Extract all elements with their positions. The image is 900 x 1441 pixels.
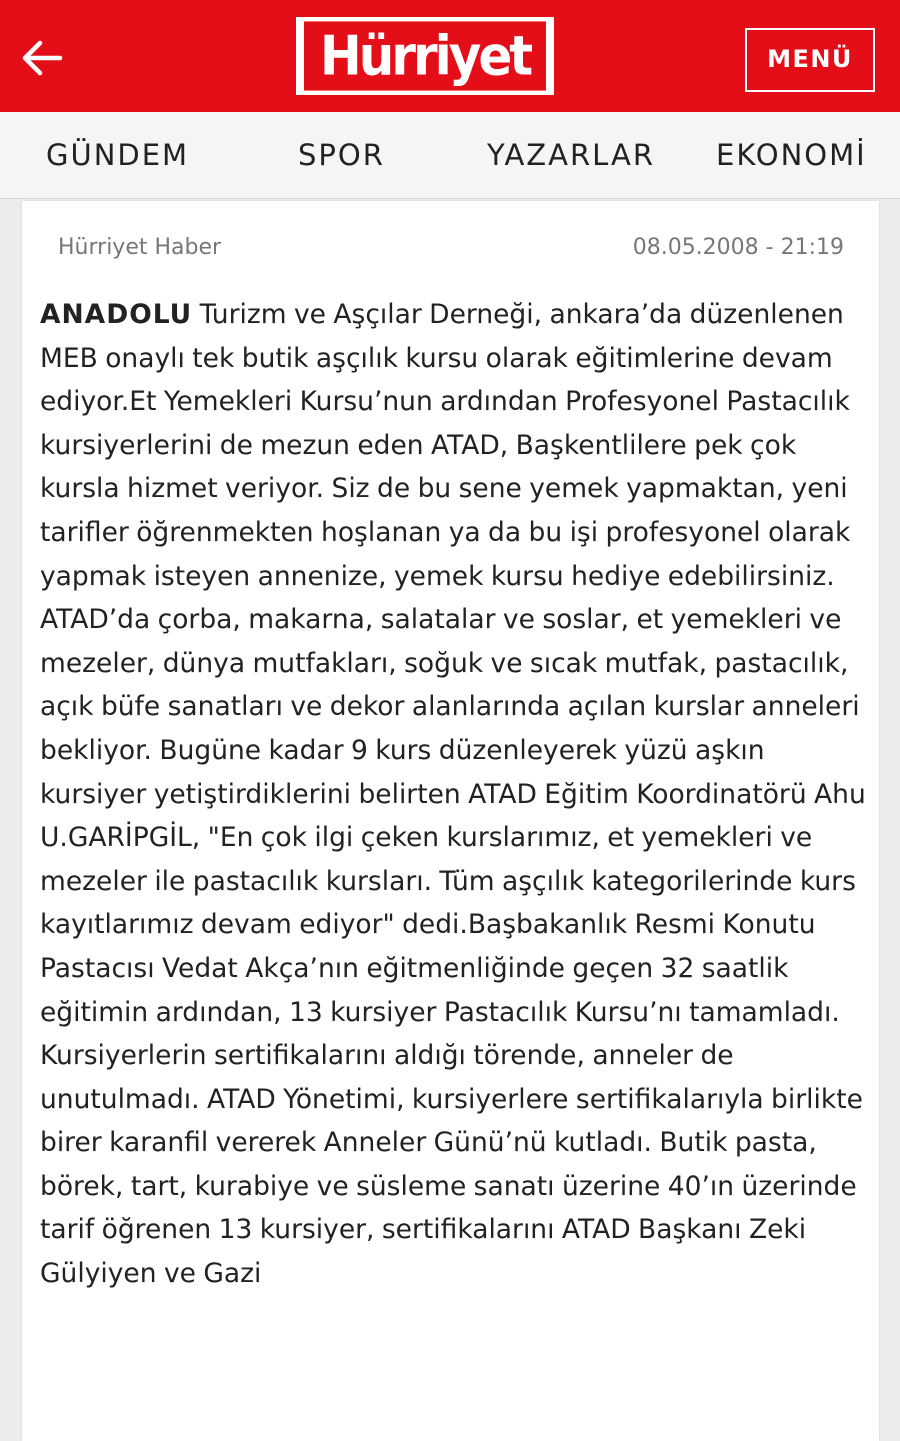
article-card	[22, 201, 879, 1441]
nav-item-gundem[interactable]: GÜNDEM	[46, 138, 190, 172]
article-body	[40, 293, 868, 1296]
nav-item-ekonomi[interactable]: EKONOMİ	[716, 138, 867, 172]
top-app-bar	[0, 0, 900, 112]
article-body-text: Turizm ve Aşçılar Derneği, ankara’da düzenlenen MEB onaylı tek butik aşçılık kursu olarak eğitimlerine devam ediyor.Et Yemekleri Kursu’nun ardından Profesyonel Pastacılık kursiyerlerini de mezun eden ATAD, Başkentlilere pek çok kursla hizmet veriyor. Siz de bu sene yemek yapmaktan, yeni tarifler öğrenmekten hoşlanan ya da bu işi profesyonel olarak yapmak isteyen annenize, yemek kursu hediye edebilirsiniz. ATAD’da çorba, makarna, salatalar ve soslar, et yemekleri ve mezeler, dünya mutfakları, soğuk ve sıcak mutfak, pastacılık, açık büfe sanatları ve dekor alanlarında açılan kurslar anneleri bekliyor. Bugüne kadar 9 kurs düzenleyerek yüzü aşkın kursiyer yetiştirdiklerini belirten ATAD Eğitim Koordinatörü Ahu U.GARİPGİL, "En çok ilgi çeken kurslarımız, et yemekleri ve mezeler ile pastacılık kursları. Tüm aşçılık kategorilerinde kurs kayıtlarımız devam ediyor" dedi.Başbakanlık Resmi Konutu Pastacısı Vedat Akça’nın eğitmenliğinde geçen 32 saatlik eğitimin ardından, 13 kursiyer Pastacılık Kursu’nı tamamladı. Kursiyerlerin sertifikalarını aldığı törende, anneler de unutulmadı. ATAD Yönetimi, kursiyerlere sertifikalarıyla birlikte birer karanfil vererek Anneler Günü’nü kutladı. Butik pasta, börek, tart, kurabiye ve süsleme sanatı üzerine 40’ın üzerinde tarif öğrenen 13 kursiyer, sertifikalarını ATAD Başkanı Zeki Gülyiyen ve Gazi	[40, 299, 866, 1290]
article-source: Hürriyet Haber	[58, 235, 222, 260]
section-nav	[0, 112, 900, 199]
nav-item-yazarlar[interactable]: YAZARLAR	[487, 138, 655, 172]
arrow-left-icon	[18, 34, 66, 82]
logo-text: Hürriyet	[304, 21, 546, 90]
nav-item-spor[interactable]: SPOR	[298, 138, 385, 172]
article-lead: ANADOLU	[40, 299, 193, 330]
hurriyet-logo[interactable]	[296, 17, 554, 95]
back-button[interactable]	[18, 34, 66, 82]
menu-button[interactable]: MENÜ	[745, 28, 875, 92]
article-datetime: 08.05.2008 - 21:19	[632, 235, 844, 260]
